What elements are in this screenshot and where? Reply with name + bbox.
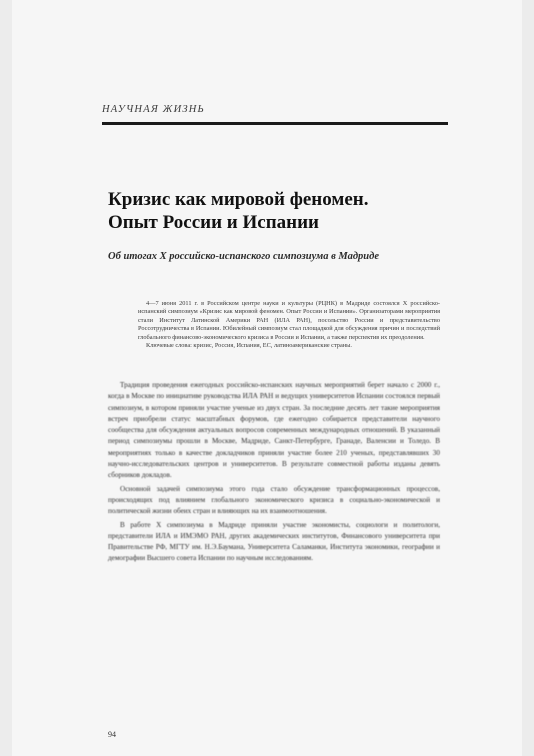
page-number: 94 — [108, 730, 116, 739]
title-line-2: Опыт России и Испании — [108, 212, 319, 233]
keywords: Ключевые слова: кризис, Россия, Испания, ЕС, латиноамериканские страны. — [146, 342, 352, 350]
article-title — [108, 188, 448, 234]
article-subtitle: Об итогах X российско-испанского симпозиума в Мадриде — [108, 251, 379, 262]
abstract-block — [138, 300, 440, 350]
article-body — [108, 380, 440, 567]
body-paragraph: Основной задачей симпозиума этого года стало обсуждение трансформационных процессов, происходящих под влиянием глобального экономического кризиса в социально-экономической и политической жизни обеих стран и влияющих на их взаимоотношения. — [108, 484, 440, 516]
abstract-text: 4—7 июня 2011 г. в Российском центре науки и культуры (РЦНК) в Мадриде состоялся X российско-испанский симпозиум «Кризис как мировой феномен. Опыт России и Испании». Организаторами мероприятия стали Институт Латинской Америки РАН (ИЛА РАН), посольство России и представительство Россотрудничества в Испании. Юбилейный симпозиум стал площадкой для обсуждения причин и последствий глобального финансово-экономического кризиса в России и Испании, а также перспектив их преодоления. — [138, 300, 440, 341]
title-line-1: Кризис как мировой феномен. — [108, 189, 369, 210]
section-header: НАУЧНАЯ ЖИЗНЬ — [102, 104, 205, 115]
section-divider — [102, 122, 448, 125]
body-paragraph: Традиция проведения ежегодных российско-испанских научных мероприятий берет начало с 2000 г., когда в Москве по инициативе руководства ИЛА РАН и ведущих университетов Испании состоялся первый симпозиум, в котором приняли участие ученые из двух стран. За последние десять лет такие мероприятия встреч приобрели статус масштабных форумов, где ежегодно собирается представители научного сообщества для обсуждения актуальных вопросов современных международных отношений. В указанный период симпозиумы прошли в Москве, Мадриде, Санкт-Петербурге, Гранаде, Валенсии и Толедо. В мероприятиях только в качестве докладчиков приняли участие более 210 ученых, представлявших 30 научно-исследовательских центров и университетов. В результате совместной работы изданы девять сборников докладов. — [108, 381, 440, 480]
body-paragraph: В работе X симпозиума в Мадриде приняли участие экономисты, социологи и политологи, представители ИЛА и ИМЭМО РАН, других академических институтов, Финансового университета при Правительстве РФ, МГТУ им. Н.Э.Баумана, Университета Саламанки, Института экономики, географии и демографии Высшего совета Испании по научным исследованиям. — [108, 520, 440, 563]
journal-page — [12, 0, 522, 756]
